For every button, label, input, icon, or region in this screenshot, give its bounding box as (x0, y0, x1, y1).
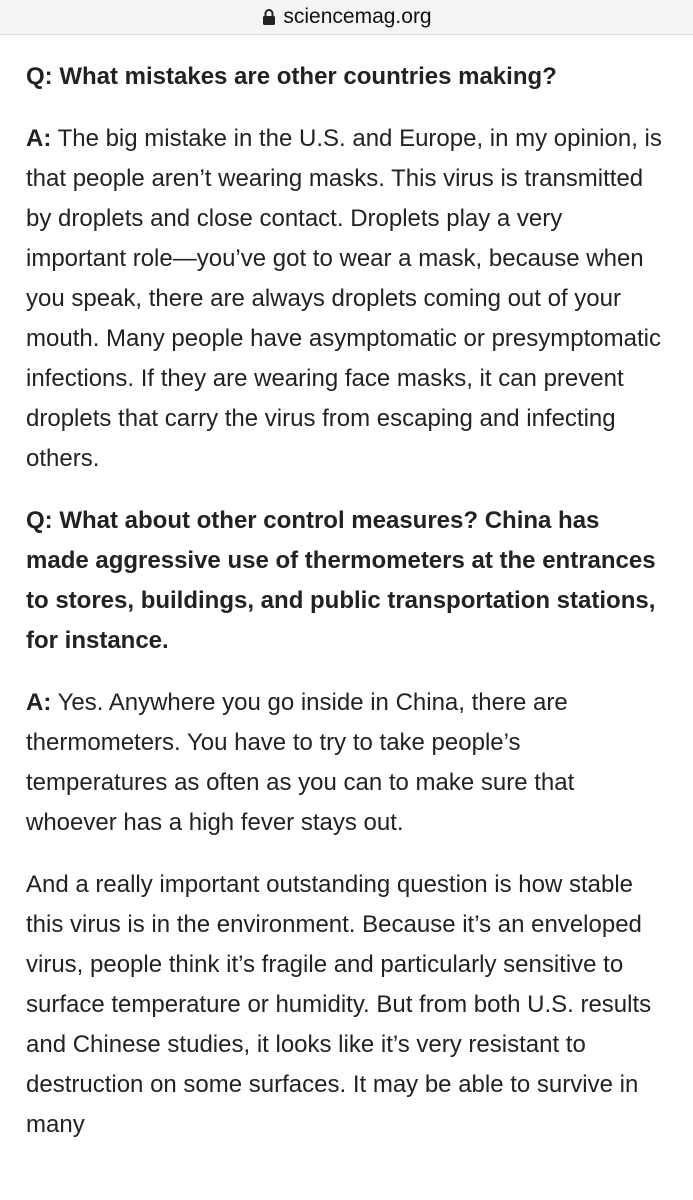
lock-icon (261, 7, 277, 27)
answer-1-text: The big mistake in the U.S. and Europe, in my opinion, is that people aren’t wearing masks. This virus is transmitted by droplets and close contact. Droplets play a very important role—you’ve got to wear a mask, because when you speak, there are always droplets coming out of your mouth. Many people have asymptomatic or presymptomatic infections. If they are wearing face masks, it can prevent droplets that carry the virus from escaping and infecting others. (26, 125, 662, 472)
answer-1-prefix: A: (26, 125, 52, 152)
article-body (0, 35, 693, 1145)
answer-2-text: Yes. Anywhere you go inside in China, there are thermometers. You have to try to take people’s temperatures as often as you can to make sure that whoever has a high fever stays out. (26, 689, 575, 836)
question-2: Q: What about other control measures? China has made aggressive use of thermometers at the entrances to stores, buildings, and public transportation stations, for instance. (26, 507, 656, 654)
question-1: Q: What mistakes are other countries making? (26, 63, 557, 90)
answer-1 (26, 119, 667, 479)
paragraph-3: And a really important outstanding question is how stable this virus is in the environment. Because it’s an enveloped virus, people think it’s fragile and particularly sensitive to surface temperature or humidity. But from both U.S. results and Chinese studies, it looks like it’s very resistant to destruction on some surfaces. It may be able to survive in many (26, 871, 652, 1138)
answer-2-prefix: A: (26, 689, 52, 716)
url-bar[interactable] (0, 0, 693, 35)
answer-2 (26, 683, 667, 843)
url-text: sciencemag.org (283, 5, 432, 28)
